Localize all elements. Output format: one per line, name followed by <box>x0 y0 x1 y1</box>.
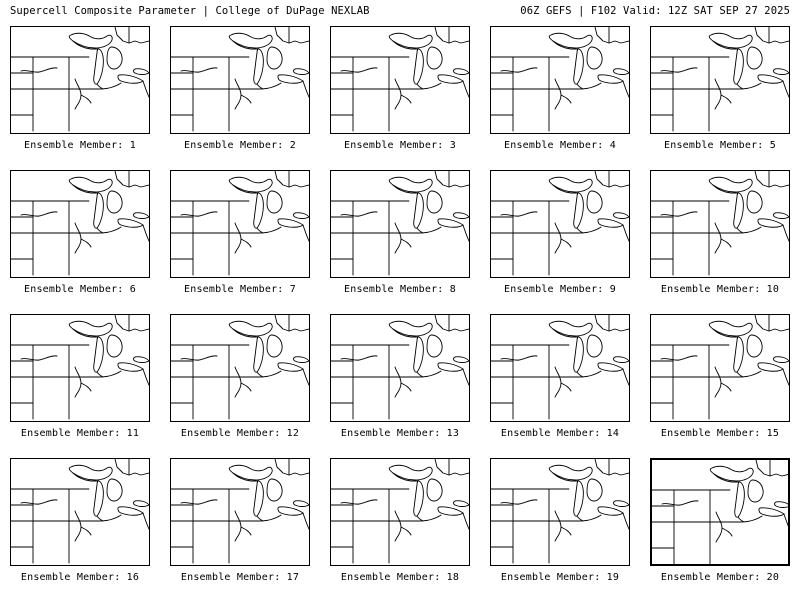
ensemble-member-label: Ensemble Member: 18 <box>340 572 460 583</box>
ensemble-member-panel[interactable] <box>640 22 800 166</box>
map-plot[interactable] <box>10 314 150 422</box>
model-run-valid-time: 06Z GEFS | F102 Valid: 12Z SAT SEP 27 2025 <box>520 5 790 17</box>
map-plot[interactable] <box>170 26 310 134</box>
ensemble-member-label: Ensemble Member: 17 <box>180 572 300 583</box>
map-plot[interactable] <box>650 458 790 566</box>
ensemble-member-label: Ensemble Member: 10 <box>660 284 780 295</box>
map-plot[interactable] <box>170 458 310 566</box>
ensemble-member-panel[interactable] <box>480 166 640 310</box>
map-plot[interactable] <box>330 314 470 422</box>
map-plot[interactable] <box>490 314 630 422</box>
map-plot[interactable] <box>10 458 150 566</box>
ensemble-member-label: Ensemble Member: 13 <box>340 428 460 439</box>
ensemble-member-label: Ensemble Member: 14 <box>500 428 620 439</box>
ensemble-member-panel[interactable] <box>0 310 160 454</box>
ensemble-member-label: Ensemble Member: 1 <box>24 140 136 151</box>
map-plot[interactable] <box>170 314 310 422</box>
ensemble-member-panel[interactable] <box>160 22 320 166</box>
ensemble-member-label: Ensemble Member: 11 <box>20 428 140 439</box>
ensemble-member-label: Ensemble Member: 7 <box>184 284 296 295</box>
ensemble-member-label: Ensemble Member: 19 <box>500 572 620 583</box>
map-plot[interactable] <box>330 458 470 566</box>
map-plot[interactable] <box>10 26 150 134</box>
ensemble-member-panel[interactable] <box>640 166 800 310</box>
map-plot[interactable] <box>330 26 470 134</box>
ensemble-member-label: Ensemble Member: 3 <box>344 140 456 151</box>
ensemble-member-panel[interactable] <box>0 22 160 166</box>
ensemble-member-label: Ensemble Member: 16 <box>20 572 140 583</box>
ensemble-member-label: Ensemble Member: 6 <box>24 284 136 295</box>
ensemble-member-panel[interactable] <box>160 310 320 454</box>
ensemble-member-label: Ensemble Member: 9 <box>504 284 616 295</box>
map-plot[interactable] <box>650 170 790 278</box>
map-plot[interactable] <box>650 26 790 134</box>
ensemble-member-panel[interactable] <box>160 454 320 598</box>
ensemble-member-panel[interactable] <box>0 454 160 598</box>
map-plot[interactable] <box>490 26 630 134</box>
ensemble-member-label: Ensemble Member: 15 <box>660 428 780 439</box>
ensemble-member-label: Ensemble Member: 12 <box>180 428 300 439</box>
ensemble-panel-grid <box>0 22 800 600</box>
map-plot[interactable] <box>170 170 310 278</box>
map-plot[interactable] <box>330 170 470 278</box>
ensemble-member-label: Ensemble Member: 2 <box>184 140 296 151</box>
ensemble-member-panel[interactable] <box>320 310 480 454</box>
ensemble-member-panel[interactable] <box>480 454 640 598</box>
ensemble-member-panel[interactable] <box>320 166 480 310</box>
ensemble-member-panel[interactable] <box>160 166 320 310</box>
ensemble-member-label: Ensemble Member: 20 <box>660 572 780 583</box>
ensemble-member-panel[interactable] <box>640 310 800 454</box>
ensemble-member-panel[interactable] <box>640 454 800 598</box>
page-header <box>0 0 800 22</box>
map-plot[interactable] <box>650 314 790 422</box>
ensemble-member-label: Ensemble Member: 5 <box>664 140 776 151</box>
ensemble-member-panel[interactable] <box>320 454 480 598</box>
ensemble-member-panel[interactable] <box>480 22 640 166</box>
ensemble-member-panel[interactable] <box>320 22 480 166</box>
map-plot[interactable] <box>490 170 630 278</box>
ensemble-member-panel[interactable] <box>480 310 640 454</box>
ensemble-member-label: Ensemble Member: 4 <box>504 140 616 151</box>
page-title: Supercell Composite Parameter | College of DuPage NEXLAB <box>10 5 370 17</box>
ensemble-member-panel[interactable] <box>0 166 160 310</box>
map-plot[interactable] <box>490 458 630 566</box>
map-plot[interactable] <box>10 170 150 278</box>
ensemble-member-label: Ensemble Member: 8 <box>344 284 456 295</box>
